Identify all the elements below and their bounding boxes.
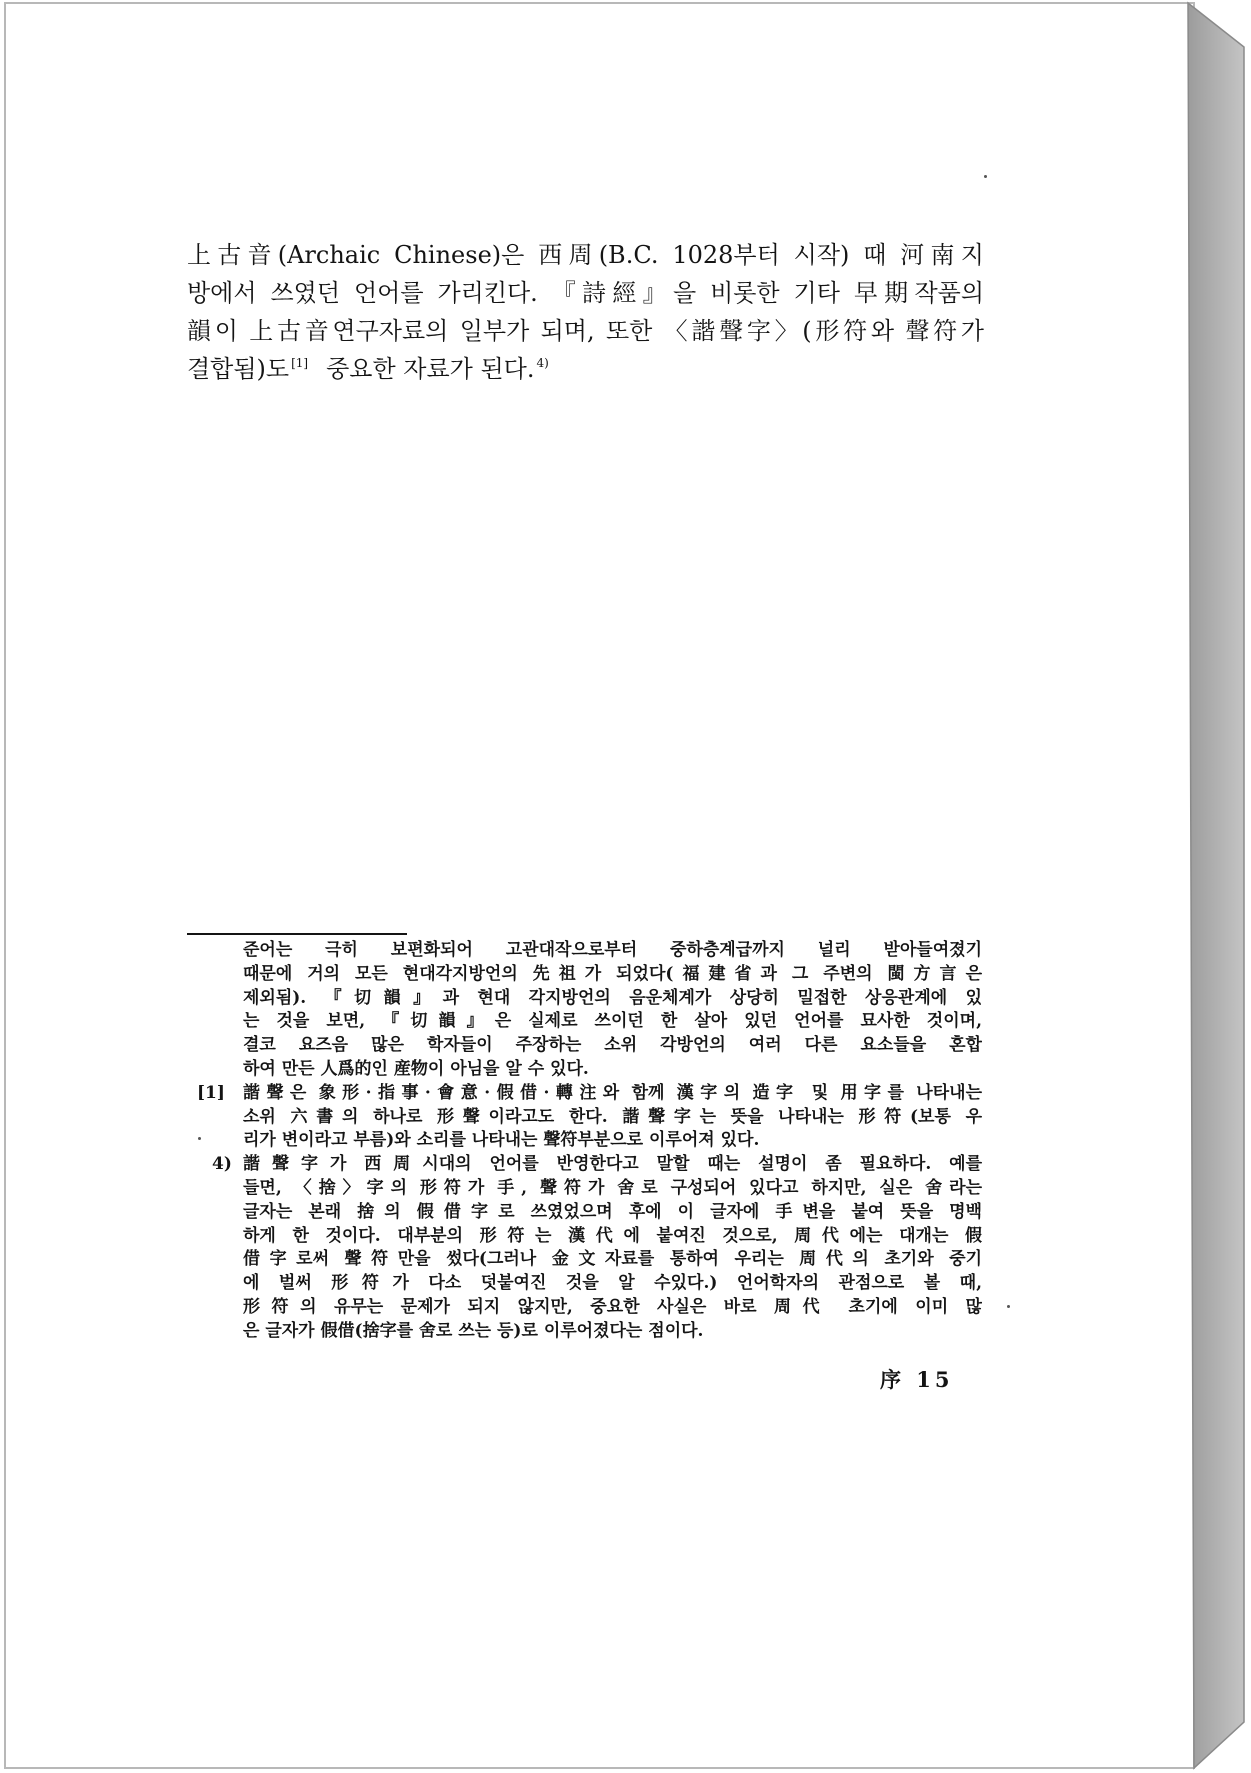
footnotes — [197, 939, 982, 1344]
body-line-text: 결합됨)도 — [187, 355, 290, 383]
footnote-4-line: 글자는 본래 捨의 假借字로 쓰였었으며 후에 이 글자에 手변을 붙여 뜻을 명백 — [243, 1201, 982, 1222]
footnote-1-line: 리가 변이라고 부름)와 소리를 나타내는 聲符부분으로 이루어져 있다. — [243, 1130, 760, 1151]
footnote-4-line: 形符의 유무는 문제가 되지 않지만, 중요한 사실은 바로 周代 초기에 이미 많 — [243, 1296, 982, 1317]
footnote-reference-4: 4) — [536, 356, 549, 370]
footnote-4-marker: 4) — [212, 1154, 232, 1175]
footnote-line: 는 것을 보면, 『切韻』은 실제로 쓰이던 한 살아 있던 언어를 묘사한 것이며, — [243, 1011, 982, 1032]
footnote-4-line: 借字로써 聲符만을 썼다(그러나 金文자료를 통하여 우리는 周代의 초기와 중기 — [243, 1249, 982, 1270]
footnote-separator — [187, 933, 407, 935]
footnote-4-line: 하게 한 것이다. 대부분의 形符는 漢代에 붙여진 것으로, 周代에는 대개는 假 — [243, 1225, 982, 1246]
footnote-line: 때문에 거의 모든 현대각지방언의 先祖가 되었다(福建省과 그 주변의 閩方言은 — [243, 963, 982, 984]
page-edge-3d — [1188, 3, 1244, 1768]
footnote-4-line: 들면, 〈捨〉字의 形符가 手, 聲符가 舍로 구성되어 있다고 하지만, 실은 舍라는 — [243, 1177, 982, 1198]
footnote-line: 제외됨). 『切韻』과 현대 각지방언의 음운체계가 상당히 밀접한 상응관계에 있 — [243, 987, 982, 1008]
body-line-last — [187, 350, 984, 388]
body-line: 上古音(Archaic Chinese)은 西周(B.C. 1028부터 시작) 때 河南지 — [187, 241, 984, 269]
scan-speck — [984, 175, 987, 178]
footnote-1-line: 소위 六書의 하나로 形聲이라고도 한다. 諧聲字는 뜻을 나타내는 形符(보통 우 — [243, 1106, 982, 1127]
footnote-line: 준어는 극히 보편화되어 고관대작으로부터 중하층계급까지 널리 받아들여졌기 — [243, 940, 982, 960]
footnote-line: 하여 만든 人爲的인 産物이 아님을 알 수 있다. — [243, 1058, 589, 1079]
footnote-4-line: 은 글자가 假借(捨字를 舍로 쓰는 등)로 이루어졌다는 점이다. — [243, 1320, 704, 1341]
footnote-1-line: [1] 諧聲은 象形·指事·會意·假借·轉注와 함께 漢字의 造字 및 用字를 나타내는 — [243, 1082, 982, 1106]
footnote-reference-1: [1] — [291, 356, 309, 370]
scan-speck — [1007, 1305, 1010, 1308]
body-line-text: 중요한 자료가 된다. — [326, 355, 535, 383]
body-line: 韻이 上古音연구자료의 일부가 되며, 또한 〈諧聲字〉(形符와 聲符가 — [187, 317, 984, 345]
footnote-4-line: 4) 諧聲字가 西周시대의 언어를 반영한다고 말할 때는 설명이 좀 필요하다. 예를 — [243, 1153, 982, 1177]
footnote-line: 결코 요즈음 많은 학자들이 주장하는 소위 각방언의 여러 다른 요소들을 혼합 — [243, 1035, 982, 1056]
body-line: 방에서 쓰였던 언어를 가리킨다. 『詩經』을 비롯한 기타 早期작품의 — [187, 279, 984, 307]
scan-speck — [198, 1137, 201, 1140]
footnote-4-line: 에 벌써 形符가 다소 덧붙여진 것을 알 수있다.) 언어학자의 관점으로 볼 때, — [243, 1273, 982, 1294]
page-number: 序 15 — [880, 1367, 954, 1392]
footnote-1-marker: [1] — [197, 1082, 225, 1103]
body-paragraph — [187, 236, 984, 388]
